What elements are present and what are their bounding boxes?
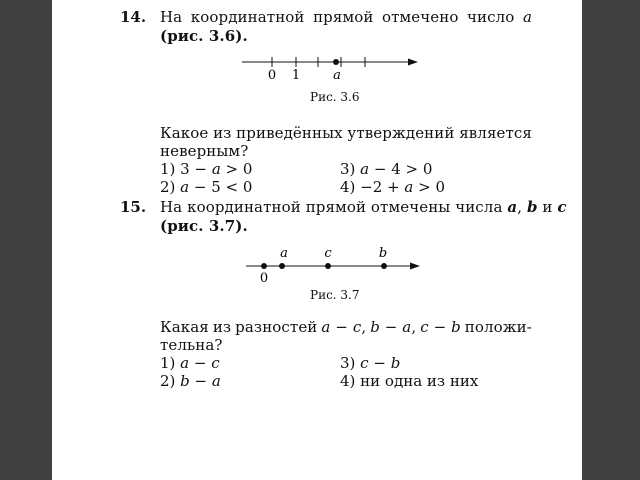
textbook-page: [52, 0, 582, 480]
question-line: Какое из приведённых утверждений является: [160, 124, 532, 142]
cut-off-top-text: [207, 0, 267, 2]
label-zero: 0: [267, 68, 277, 82]
label-c: c: [324, 246, 332, 261]
question-line: тельна?: [160, 336, 223, 354]
answer-option-1: 1) 3 − a > 0: [160, 160, 253, 178]
point-a: [333, 59, 339, 65]
answer-option-2: 2) a − 5 < 0: [160, 178, 253, 196]
answer-option-3: 3) a − 4 > 0: [340, 160, 433, 178]
figure-reference: (рис. 3.6).: [160, 27, 248, 45]
answer-option-4: 4) ни одна из них: [340, 372, 479, 390]
point-b: [381, 263, 387, 269]
problem-statement-line: На координатной прямой отмечено число a: [160, 8, 532, 26]
label-a: a: [333, 68, 341, 82]
point-zero: [261, 263, 267, 269]
number-line-figure-3-6: [242, 52, 418, 82]
question-line: Какая из разностей a − c, b − a, c − b положи-: [160, 318, 532, 336]
answer-option-2: 2) b − a: [160, 372, 221, 390]
number-line-figure-3-7: [246, 246, 422, 286]
label-a: a: [280, 246, 288, 261]
answer-option-4: 4) −2 + a > 0: [340, 178, 445, 196]
question-line: неверным?: [160, 142, 249, 160]
answer-option-1: 1) a − c: [160, 354, 220, 372]
problem-number: 15.: [120, 198, 147, 216]
variable-a: a: [522, 8, 532, 26]
problem-statement-line: На координатной прямой отмечены числа a, b и c: [160, 198, 567, 216]
label-zero: 0: [259, 271, 269, 286]
answer-option-3: 3) c − b: [340, 354, 401, 372]
point-c: [325, 263, 331, 269]
axis-arrow: [410, 263, 420, 270]
figure-caption: Рис. 3.7: [310, 288, 360, 302]
point-a: [279, 263, 285, 269]
figure-reference: (рис. 3.7).: [160, 217, 248, 235]
label-one: 1: [291, 68, 301, 82]
problem-number: 14.: [120, 8, 147, 26]
axis-arrow: [408, 59, 418, 66]
label-b: b: [378, 246, 388, 261]
figure-caption: Рис. 3.6: [310, 90, 360, 104]
